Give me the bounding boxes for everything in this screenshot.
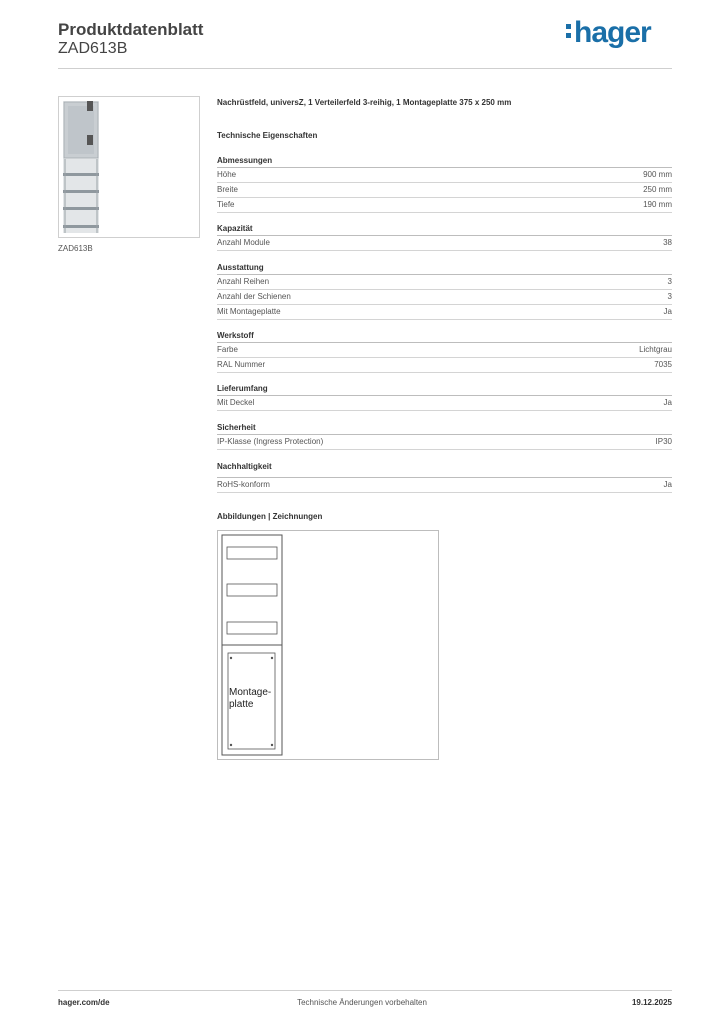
table-row <box>217 435 672 450</box>
section-title: Nachhaltigkeit <box>217 461 672 478</box>
footer-notice: Technische Änderungen vorbehalten <box>297 998 427 1007</box>
section-title: Kapazität <box>217 223 672 236</box>
hager-logo <box>566 16 651 50</box>
row-value: 38 <box>663 238 672 247</box>
product-description: Nachrüstfeld, universZ, 1 Verteilerfeld 3-reihig, 1 Montageplatte 375 x 250 mm <box>217 98 512 107</box>
table-row <box>217 478 672 493</box>
product-image-caption: ZAD613B <box>58 244 93 253</box>
row-label: Breite <box>217 185 238 194</box>
row-label: Tiefe <box>217 200 235 209</box>
section-lieferumfang <box>217 383 672 411</box>
table-row <box>217 198 672 213</box>
logo-dots-icon <box>566 24 572 42</box>
row-label: RoHS-konform <box>217 480 270 489</box>
technical-drawing <box>217 530 439 760</box>
table-row <box>217 275 672 290</box>
section-title: Ausstattung <box>217 262 672 275</box>
figures-title: Abbildungen | Zeichnungen <box>217 512 323 521</box>
row-value: Ja <box>663 398 672 407</box>
row-label: IP-Klasse (Ingress Protection) <box>217 437 324 446</box>
row-label: RAL Nummer <box>217 360 266 369</box>
row-value: 3 <box>667 292 672 301</box>
logo-text: hager <box>574 16 651 49</box>
footer-date: 19.12.2025 <box>631 998 672 1007</box>
table-row <box>217 358 672 373</box>
table-row <box>217 396 672 411</box>
product-code: ZAD613B <box>58 40 128 57</box>
table-row <box>217 290 672 305</box>
row-label: Anzahl Module <box>217 238 270 247</box>
table-row <box>217 343 672 358</box>
row-value: Ja <box>663 480 672 489</box>
row-value: Ja <box>663 307 672 316</box>
row-label: Mit Deckel <box>217 398 255 407</box>
drawing-label-line2: platte <box>229 699 254 710</box>
footer-website-link[interactable]: hager.com/de <box>58 998 110 1007</box>
tech-properties-title: Technische Eigenschaften <box>217 131 318 140</box>
section-title: Werkstoff <box>217 330 672 343</box>
page-title: Produktdatenblatt <box>58 20 204 39</box>
section-ausstattung <box>217 262 672 320</box>
row-label: Farbe <box>217 345 238 354</box>
section-werkstoff <box>217 330 672 373</box>
row-value: 250 mm <box>643 185 672 194</box>
header-divider <box>58 68 672 69</box>
row-value: 7035 <box>654 360 672 369</box>
drawing-label-line1: Montage- <box>229 687 272 698</box>
row-label: Mit Montageplatte <box>217 307 281 316</box>
row-value: 190 mm <box>643 200 672 209</box>
row-value: 900 mm <box>643 170 672 179</box>
table-row <box>217 183 672 198</box>
footer-divider <box>58 990 672 991</box>
enclosure-drawing-icon <box>218 531 438 759</box>
section-kapazitaet <box>217 223 672 251</box>
enclosure-photo-icon <box>59 97 199 237</box>
table-row <box>217 236 672 251</box>
section-title: Abmessungen <box>217 155 672 168</box>
row-value: 3 <box>667 277 672 286</box>
product-image <box>58 96 200 238</box>
section-nachhaltigkeit <box>217 461 672 493</box>
section-title: Sicherheit <box>217 422 672 435</box>
section-title: Lieferumfang <box>217 383 672 396</box>
row-value: Lichtgrau <box>639 345 672 354</box>
table-row <box>217 168 672 183</box>
row-label: Höhe <box>217 170 237 179</box>
table-row <box>217 305 672 320</box>
row-value: IP30 <box>655 437 672 446</box>
section-sicherheit <box>217 422 672 450</box>
row-label: Anzahl der Schienen <box>217 292 291 301</box>
row-label: Anzahl Reihen <box>217 277 270 286</box>
section-abmessungen <box>217 155 672 213</box>
